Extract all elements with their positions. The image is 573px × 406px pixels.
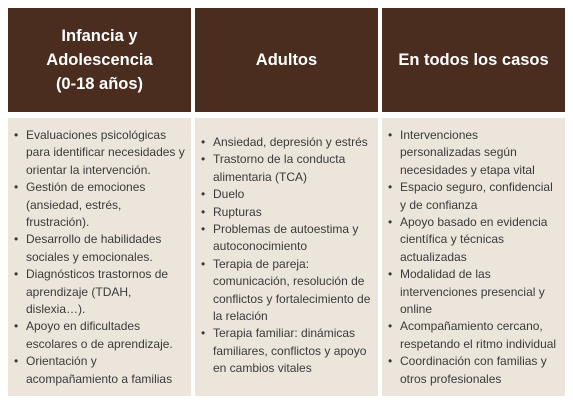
- column-header-text: En todos los casos: [398, 51, 549, 69]
- column-infancia: [8, 8, 191, 396]
- list-item: • Rupturas: [200, 204, 372, 221]
- list-item: • Problemas de autoestima y autoconocimiento: [200, 221, 372, 256]
- column-adultos: [195, 8, 378, 396]
- list-item: • Gestión de emociones (ansiedad, estrés, frustración).: [13, 179, 185, 231]
- bullet-list: [387, 127, 559, 388]
- list-item: • Apoyo en dificultades escolares o de aprendizaje.: [13, 318, 185, 353]
- column-body: [195, 118, 378, 396]
- list-item: • Coordinación con familias y otros profesionales: [387, 353, 559, 388]
- column-header: [195, 8, 378, 112]
- bullet-list: [13, 127, 185, 388]
- bullet-list: [200, 134, 372, 378]
- list-item: • Trastorno de la conducta alimentaria (TCA): [200, 151, 372, 186]
- list-item: • Terapia familiar: dinámicas familiares, conflictos y apoyo en cambios vitales: [200, 325, 372, 377]
- column-body: [8, 118, 191, 396]
- column-header-text: Adultos: [255, 51, 318, 69]
- column-header-text: Infancia y Adolescencia (0-18 años): [46, 27, 153, 93]
- list-item: • Apoyo basado en evidencia científica y técnicas actualizadas: [387, 214, 559, 266]
- column-header: [382, 8, 565, 112]
- list-item: • Terapia de pareja: comunicación, resolución de conflictos y fortalecimiento de la relación: [200, 256, 372, 326]
- list-item: • Intervenciones personalizadas según necesidades y etapa vital: [387, 127, 559, 179]
- list-item: • Ansiedad, depresión y estrés: [200, 134, 372, 151]
- list-item: • Desarrollo de habilidades sociales y emocionales.: [13, 231, 185, 266]
- list-item: • Acompañamiento cercano, respetando el ritmo individual: [387, 318, 559, 353]
- list-item: • Duelo: [200, 186, 372, 203]
- column-body: [382, 118, 565, 396]
- column-header: [8, 8, 191, 112]
- list-item: • Espacio seguro, confidencial y de confianza: [387, 179, 559, 214]
- list-item: • Diagnósticos trastornos de aprendizaje (TDAH, dislexia…).: [13, 266, 185, 318]
- column-todos-los-casos: [382, 8, 565, 396]
- list-item: • Evaluaciones psicológicas para identificar necesidades y orientar la intervención.: [13, 127, 185, 179]
- list-item: • Orientación y acompañamiento a familias: [13, 353, 185, 388]
- list-item: • Modalidad de las intervenciones presencial y online: [387, 266, 559, 318]
